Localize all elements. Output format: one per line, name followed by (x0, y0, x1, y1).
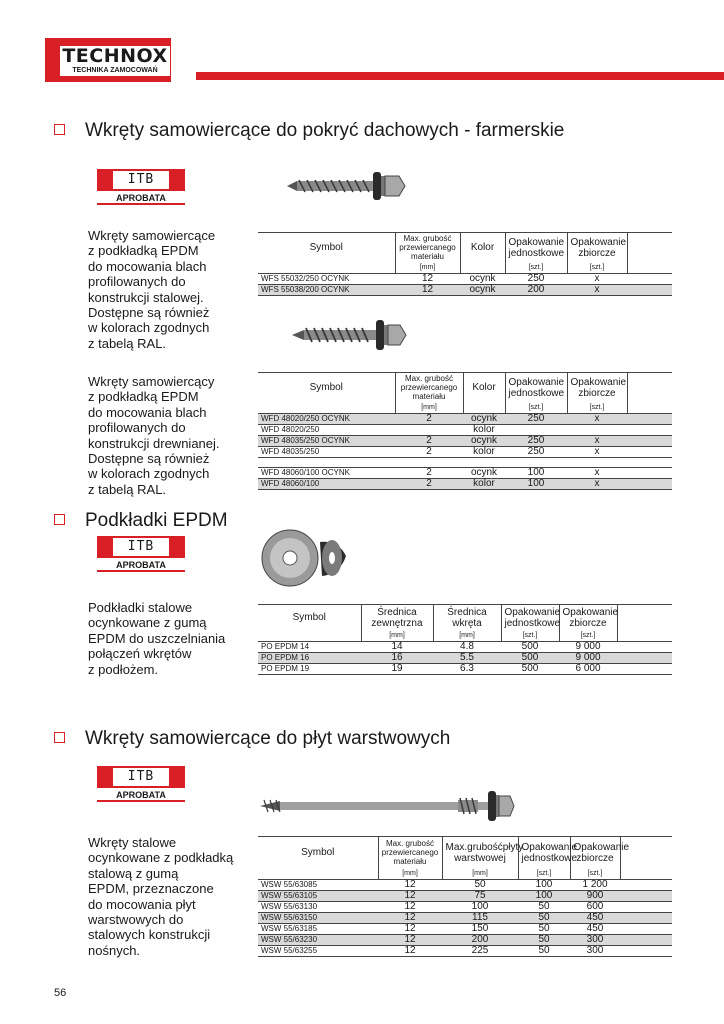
table-row: WSW 55/63085 12 50 100 1 200 (258, 879, 672, 890)
table-row: WSW 55/63105 12 75 100 900 (258, 890, 672, 901)
table-row: WFD 48035/250 2 kolor 250 x (258, 446, 672, 457)
table-row (258, 457, 672, 468)
table-row: WSW 55/63150 12 115 50 450 (258, 912, 672, 923)
table-row: WFD 48035/250 OCYNK 2 ocynk 250 x (258, 435, 672, 446)
product-table-wfs: Symbol Max. grubość przewiercanego materiału Kolor Opakowanie jednostkowe Opakowanie zbiorcze [mm] [szt.] [szt.] WFS 55032/250 OCYNK 12 ocynk 250 x WFS 55038/200 OCYNK 12 ocynk 200 x (258, 232, 672, 296)
itb-mark-icon: ITB (127, 769, 155, 784)
product-description: Podkładki stalowe ocynkowane z gumą EPDM do uszczelniania połączeń wkrętów z podłożem. (88, 600, 226, 677)
table-row: WFS 55038/200 OCYNK 12 ocynk 200 x (258, 284, 672, 295)
table-row: WFD 48060/100 OCYNK 2 ocynk 100 x (258, 468, 672, 479)
epdm-washer-image (258, 522, 358, 588)
brand-tagline: TECHNIKA ZAMOCOWAŃ (72, 67, 158, 74)
brand-logo: TECHNOX (62, 45, 168, 67)
section-title-epdm-washers: Podkładki EPDM (54, 510, 228, 532)
table-row: WSW 55/63130 12 100 50 600 (258, 901, 672, 912)
aprobata-badge: ITB APROBATA (97, 536, 185, 572)
table-row: WFD 48020/250 OCYNK 2 ocynk 250 x (258, 413, 672, 424)
table-row: PO EPDM 19 19 6.3 500 6 000 (258, 663, 672, 674)
roof-screw-image (285, 165, 415, 207)
table-row: WSW 55/63255 12 225 50 300 (258, 945, 672, 956)
table-row: WSW 55/63230 12 200 50 300 (258, 934, 672, 945)
table-row: PO EPDM 16 16 5.5 500 9 000 (258, 652, 672, 663)
header-stripe (196, 72, 724, 80)
itb-mark-icon: ITB (127, 172, 155, 187)
product-table-epdm: Symbol Średnica zewnętrzna Średnica wkręta Opakowanie jednostkowe Opakowanie zbiorcze [mm] [mm] [szt.] [szt.] PO EPDM 14 14 4.8 500 9 000 PO EPDM 16 16 5.5 500 9 000 PO EPDM 19 19 6.3 500 6 000 (258, 604, 672, 675)
section-title-roof-screws: Wkręty samowiercące do pokryć dachowych - farmerskie (54, 120, 564, 142)
product-description: Wkręty stalowe ocynkowane z podkładką stalową z gumą EPDM, przeznaczone do mocowania płyt warstwowych do stalowych konstrukcji nośnych. (88, 835, 234, 958)
table-row: WFS 55032/250 OCYNK 12 ocynk 250 x (258, 273, 672, 284)
wood-screw-image (290, 315, 415, 355)
itb-mark-icon: ITB (127, 539, 155, 554)
table-row: WFD 48060/100 2 kolor 100 x (258, 479, 672, 490)
product-table-wfd: Symbol Max. grubość przewiercanego materiału Kolor Opakowanie jednostkowe Opakowanie zbiorcze [mm] [szt.] [szt.] WFD 48020/250 OCYNK 2 ocynk 250 x WFD 48020/250 kolor WFD 48035/250 OCYNK 2 ocynk 250 x WFD 48035/250 2 kolor 250 x WFD 48060/100 OCYNK 2 ocynk 100 x WFD 48060/100 2 kolor 100 x (258, 372, 672, 490)
aprobata-badge: ITB APROBATA (97, 169, 185, 205)
product-description: Wkręty samowiercący z podkładką EPDM do mocowania blach profilowanych do konstrukcji drewnianej. Dostępne są również w kolorach zgodnych z tabelą RAL. (88, 374, 220, 497)
page-number: 56 (54, 987, 67, 999)
aprobata-badge: ITB APROBATA (97, 766, 185, 802)
table-row: PO EPDM 14 14 4.8 500 9 000 (258, 641, 672, 652)
product-description: Wkręty samowiercące z podkładką EPDM do mocowania blach profilowanych do konstrukcji stalowej. Dostępne są również w kolorach zgodnych z tabelą RAL. (88, 228, 216, 351)
table-row: WSW 55/63185 12 150 50 450 (258, 923, 672, 934)
checkbox-bullet-icon (54, 732, 65, 743)
sandwich-screw-image (258, 785, 516, 827)
table-row: WFD 48020/250 kolor (258, 424, 672, 435)
checkbox-bullet-icon (54, 124, 65, 135)
section-title-sandwich-panel-screws: Wkręty samowiercące do płyt warstwowych (54, 728, 450, 750)
checkbox-bullet-icon (54, 514, 65, 525)
product-table-wsw: Symbol Max. grubość przewiercanego materiału Max.grubośćpłyty warstwowej Opakowanie jednostkowe Opakowanie zbiorcze [mm] [mm] [szt.] [szt.] WSW 55/63085 12 50 100 1 200 WSW 55/63105 12 75 100 900 WSW 55/63130 12 100 50 600 WSW 55/63150 12 115 50 450 WSW 55/63185 12 150 50 450 WSW 55/63230 12 200 50 300 WSW 55/63255 12 225 50 300 (258, 836, 672, 957)
